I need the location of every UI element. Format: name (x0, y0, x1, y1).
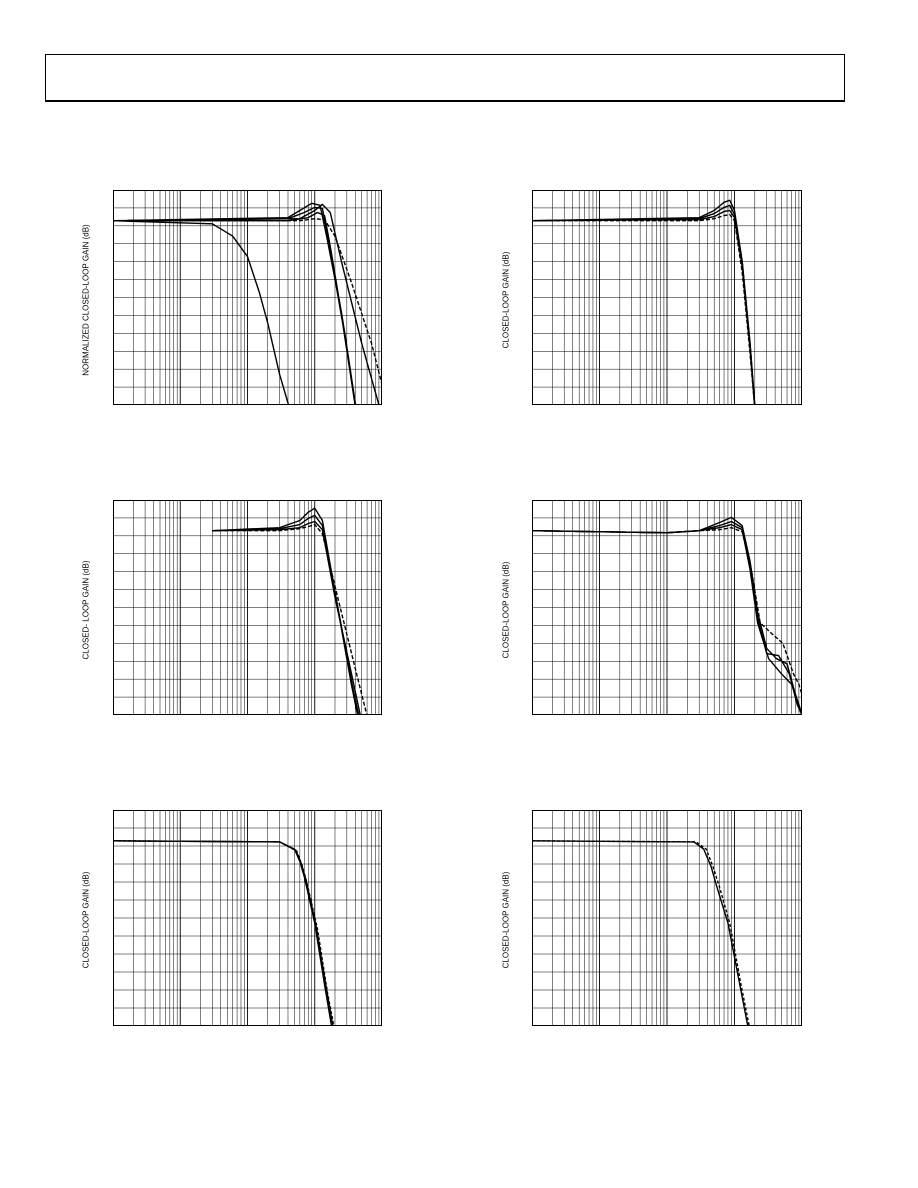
chart-series-group (212, 508, 369, 735)
series-line-1 (113, 841, 335, 1047)
series-line-1 (113, 221, 295, 426)
y-axis-label: CLOSED-LOOP GAIN (dB) (81, 871, 91, 969)
chart-6 (532, 810, 802, 1026)
chart-series-group (532, 200, 756, 425)
chart-3 (113, 500, 382, 715)
y-axis-label: CLOSED- LOOP GAIN (dB) (81, 560, 91, 660)
chart-series-group (532, 841, 753, 1047)
chart-grid (113, 810, 382, 1026)
series-line-1 (532, 200, 756, 425)
chart-grid (532, 190, 802, 405)
series-line-3 (532, 210, 756, 425)
series-line-4 (532, 215, 756, 426)
chart-4 (532, 500, 802, 715)
series-line-2 (532, 841, 753, 1047)
series-line-4 (212, 525, 369, 726)
y-axis-label: CLOSED-LOOP GAIN (dB) (501, 561, 511, 659)
chart-1 (113, 190, 382, 405)
series-line-3 (113, 841, 338, 1047)
chart-5 (113, 810, 382, 1026)
y-axis-label: CLOSED-LOOP GAIN (dB) (501, 871, 511, 969)
chart-2 (532, 190, 802, 405)
series-line-2 (113, 841, 336, 1047)
chart-series-group (113, 841, 338, 1047)
page-header-box (45, 54, 845, 102)
chart-grid (113, 500, 382, 715)
y-axis-label: NORMALIZED CLOSED-LOOP GAIN (dB) (81, 224, 91, 376)
series-line-1 (212, 508, 361, 735)
series-line-2 (113, 203, 355, 405)
series-line-1 (532, 841, 752, 1047)
y-axis-label: CLOSED-LOOP GAIN (dB) (501, 251, 511, 349)
series-line-4 (113, 213, 359, 426)
